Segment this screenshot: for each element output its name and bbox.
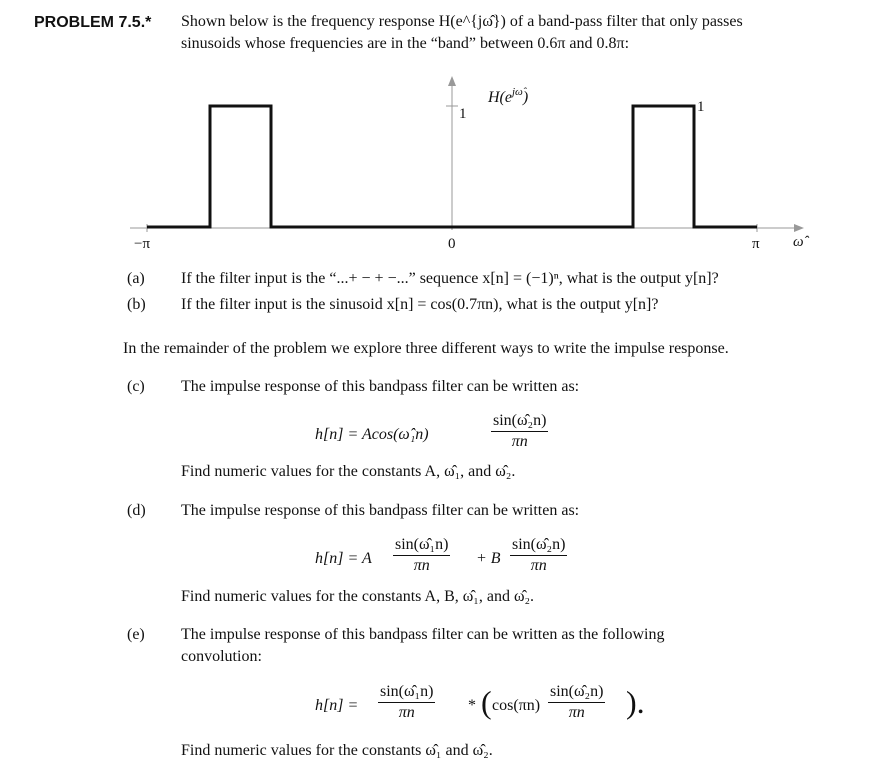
part-e-paren-close: ). [626,684,645,720]
problem-intro-line1: Shown below is the frequency response H(e^{jω̂}) of a band-pass filter that only passes [181,13,743,30]
x-tick-right: π [752,236,760,252]
part-b-text: If the filter input is the sinusoid x[n] = cos(0.7πn), what is the output y[n]? [181,296,659,313]
part-e-text-line1: The impulse response of this bandpass filter can be written as the following [181,626,665,643]
problem-label: PROBLEM 7.5.* [34,14,152,31]
part-e-paren-open: ( [481,684,492,720]
part-d-fraction-1: sin(ω̂₁n) πn [395,536,449,574]
part-c-fraction [491,412,548,451]
remainder-text: In the remainder of the problem we explore three different ways to write the impulse response. [123,340,729,357]
part-d-text: The impulse response of this bandpass filter can be written as: [181,502,580,519]
frequency-response-figure [0,70,872,270]
part-d-equation-lhs: h[n] = A [315,550,372,567]
part-e-text-line2: convolution: [181,648,262,665]
part-c-find: Find numeric values for the constants A, ω̂₁, and ω̂₂. [181,463,516,480]
x-tick-zero: 0 [448,236,456,252]
part-e-find: Find numeric values for the constants ω̂₁ and ω̂₂. [181,742,493,759]
part-c-equation-lhs: h[n] = Acos(ω̂₁n) [315,426,429,443]
part-e-label: (e) [127,626,145,643]
part-d-plus-b: + B [476,550,501,567]
part-d-fraction-2: sin(ω̂₂n) πn [512,536,566,574]
figure-title: $H(e^{j\omegâ})$ [488,86,529,106]
problem-intro-line2: sinusoids whose frequencies are in the “band” between 0.6π and 0.8π: [181,35,630,52]
y-tick-right: 1 [697,99,705,115]
part-c-text: The impulse response of this bandpass filter can be written as: [181,378,580,395]
part-e-convolution-star: * [468,697,476,714]
x-axis-arrow [794,224,804,232]
part-e-fraction-1: sin(ω̂₁n) πn [380,683,434,721]
part-d-find: Find numeric values for the constants A, B, ω̂₁, and ω̂₂. [181,588,535,605]
part-e-cos: cos(πn) [492,697,541,714]
y-tick-center: 1 [459,106,467,122]
part-e-equation-lhs: h[n] = [315,697,359,714]
part-c-frac-den: πn [511,433,528,450]
part-a-text: If the filter input is the “...+ − + −...” sequence x[n] = (−1)ⁿ, what is the output y[n]? [181,270,719,287]
part-d-label: (d) [127,502,146,519]
part-e-fraction-2: sin(ω̂₂n) πn [550,683,604,721]
part-b-label: (b) [127,296,146,313]
y-axis-arrow [448,76,456,86]
part-c-frac-num: sin(ω̂₂n) [493,412,547,429]
x-axis-label: ω̂ [793,234,804,250]
part-a-label: (a) [127,270,145,287]
part-c-label: (c) [127,378,145,395]
x-tick-left: −π [134,236,151,252]
